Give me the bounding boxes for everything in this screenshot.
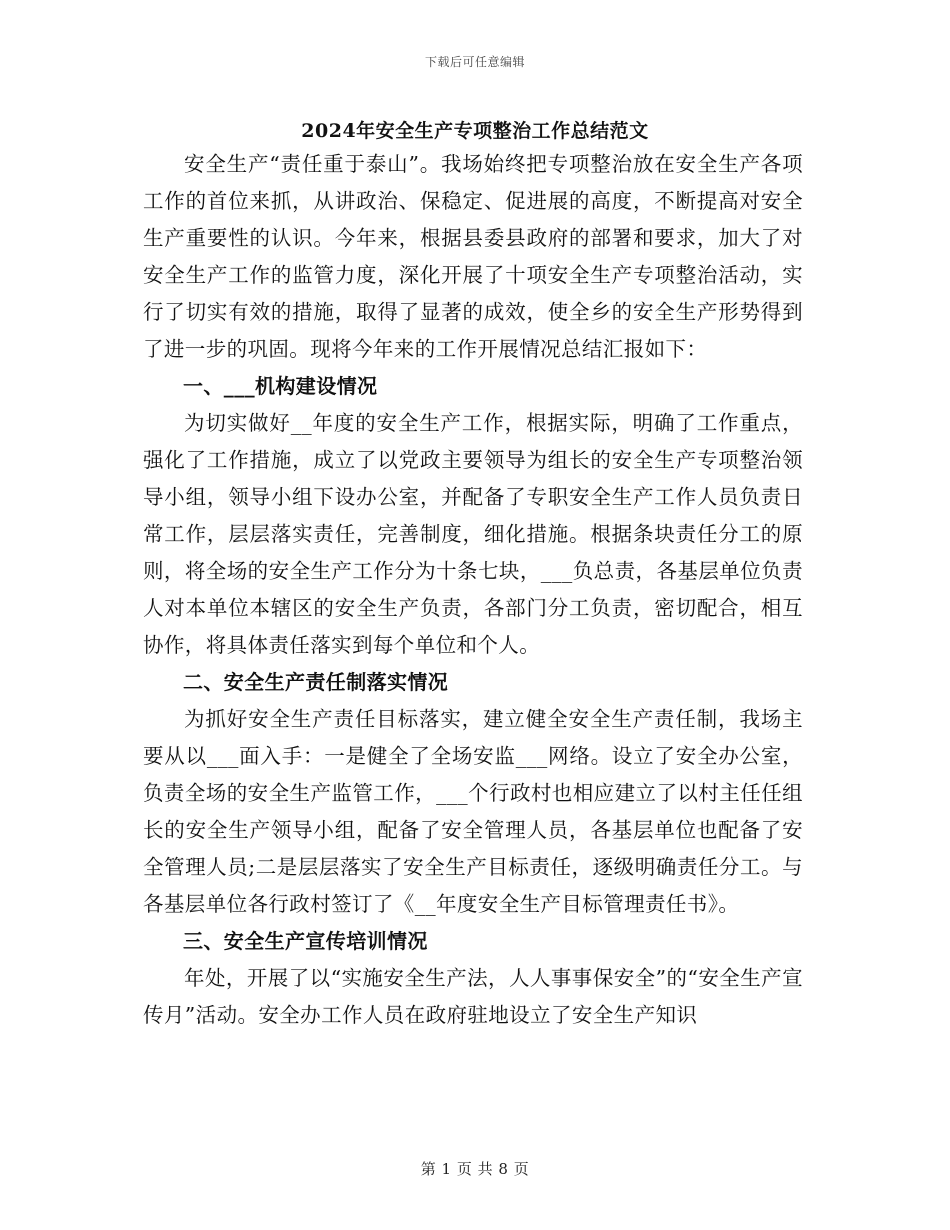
intro-paragraph: 安全生产“责任重于泰山”。我场始终把专项整治放在安全生产各项工作的首位来抓，从讲政治、保稳定、促进展的高度，不断提高对安全生产重要性的认识。今年来，根据县委县政府的部署和要求，加大了对安全生产工作的监管力度，深化开展了十项安全生产专项整治活动，实行了切实有效的措施，取得了显著的成效，使全乡的安全生产形势得到了进一步的巩固。现将今年来的工作开展情况总结汇报如下： — [143, 152, 803, 361]
document-body — [143, 146, 803, 1034]
section-1-paragraph: 为切实做好__年度的安全生产工作，根据实际，明确了工作重点，强化了工作措施，成立了以党政主要领导为组长的安全生产专项整治领导小组，领导小组下设办公室，并配备了专职安全生产工作人员负责日常工作，层层落实责任，完善制度，细化措施。根据条块责任分工的原则，将全场的安全生产工作分为十条七块，___负总责，各基层单位负责人对本单位本辖区的安全生产负责，各部门分工负责，密切配合，相互协作，将具体责任落实到每个单位和个人。 — [143, 411, 803, 657]
section-heading-3: 三、安全生产宣传培训情况 — [183, 929, 428, 953]
section-heading-1: 一、___机构建设情况 — [183, 374, 378, 398]
header-note: 下载后可任意编辑 — [424, 55, 525, 69]
section-3-paragraph: 年处，开展了以“实施安全生产法，人人事事保安全”的“安全生产宣传月”活动。安全办工作人员在政府驻地设立了安全生产知识 — [143, 966, 803, 1027]
section-2-paragraph: 为抓好安全生产责任目标落实，建立健全安全生产责任制，我场主要从以___面入手：一是健全了全场安监___网络。设立了安全办公室，负责全场的安全生产监管工作，___个行政村也相应建立了以村主任任组长的安全生产领导小组，配备了安全管理人员，各基层单位也配备了安全管理人员;二是层层落实了安全生产目标责任，逐级明确责任分工。与各基层单位各行政村签订了《__年度安全生产目标管理责任书》。 — [143, 707, 803, 916]
page-number-footer: 第 1 页 共 8 页 — [420, 1160, 530, 1178]
document-title: 2024年安全生产专项整治工作总结范文 — [301, 120, 649, 142]
section-heading-2: 二、安全生产责任制落实情况 — [183, 670, 449, 694]
